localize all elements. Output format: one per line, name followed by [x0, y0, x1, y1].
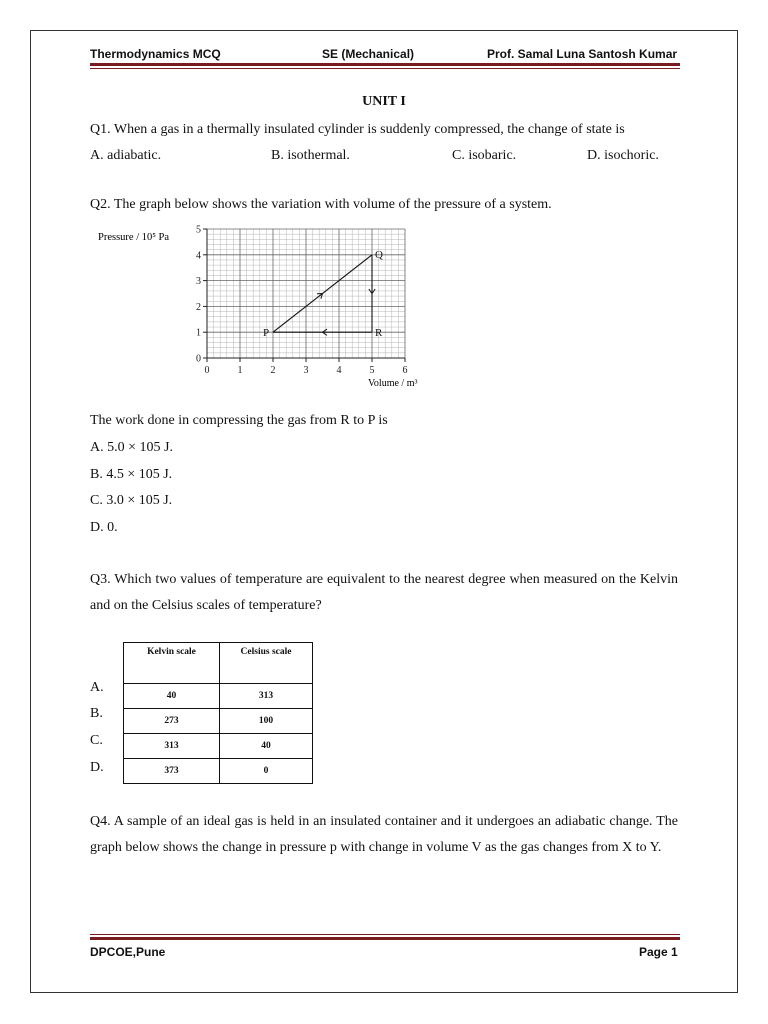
q3-option-a-letter: A.	[90, 680, 104, 695]
q1-option-a: A. adiabatic.	[90, 148, 162, 163]
y-tick-label: 0	[196, 353, 201, 365]
table-cell-celsius: 40	[220, 734, 313, 759]
table-row	[124, 709, 313, 734]
q2-option-a: A. 5.0 × 105 J.	[90, 440, 173, 455]
table-header-kelvin: Kelvin scale	[124, 643, 220, 684]
table-cell-celsius: 100	[220, 709, 313, 734]
q3-option-c-letter: C.	[90, 733, 103, 748]
y-tick-label: 1	[196, 327, 201, 339]
q2-option-b: B. 4.5 × 105 J.	[90, 467, 173, 482]
q3-option-b-letter: B.	[90, 706, 103, 721]
q1-option-d: D. isochoric.	[587, 148, 659, 163]
temperature-table	[123, 642, 313, 784]
footer-rule-thick	[90, 937, 680, 940]
graph-xlabel: Volume / m³	[368, 378, 418, 389]
table-header-row	[124, 643, 313, 684]
q1-option-b: B. isothermal.	[271, 148, 350, 163]
footer-institution: DPCOE,Pune	[90, 945, 166, 959]
y-tick-label: 5	[196, 224, 201, 236]
footer-rule-thin	[90, 934, 680, 935]
x-tick-label: 2	[270, 365, 276, 376]
x-tick-label: 0	[204, 365, 210, 376]
y-tick-label: 4	[196, 250, 201, 262]
x-tick-label: 1	[237, 365, 243, 376]
header-author: Prof. Samal Luna Santosh Kumar	[487, 47, 678, 61]
q3-text: Q3. Which two values of temperature are equivalent to the nearest degree when measured on the Kelvin and on the Celsius scales of temperature?	[90, 572, 678, 613]
pv-graph	[90, 220, 450, 395]
point-label-p: P	[263, 327, 270, 340]
header-rule-thick	[90, 63, 680, 66]
table-cell-celsius: 0	[220, 759, 313, 784]
y-tick-label: 3	[196, 276, 201, 288]
header-course: SE (Mechanical)	[322, 47, 415, 61]
header-subject: Thermodynamics MCQ	[90, 47, 221, 61]
x-tick-label: 3	[303, 365, 309, 376]
q2-option-c: C. 3.0 × 105 J.	[90, 493, 173, 508]
point-label-r: R	[375, 327, 383, 340]
x-tick-label: 4	[336, 365, 342, 376]
table-cell-kelvin: 373	[124, 759, 220, 784]
y-tick-label: 2	[196, 301, 201, 313]
q2-option-d: D. 0.	[90, 520, 118, 535]
q3-option-d-letter: D.	[90, 760, 104, 775]
graph-tick-labels	[196, 225, 408, 377]
q4-text: Q4. A sample of an ideal gas is held in an insulated container and it undergoes an adiabatic change. The graph below shows the change in pressure p with change in volume V as the gas changes from X to Y.	[90, 814, 678, 855]
footer-page-number: Page 1	[639, 945, 678, 959]
point-label-q: Q	[375, 248, 383, 261]
table-header-celsius: Celsius scale	[220, 643, 313, 684]
unit-title: UNIT I	[362, 94, 406, 109]
table-cell-kelvin: 40	[124, 684, 220, 709]
table-cell-celsius: 313	[220, 684, 313, 709]
table-row	[124, 684, 313, 709]
q1-option-c: C. isobaric.	[452, 148, 517, 163]
table-cell-kelvin: 313	[124, 734, 220, 759]
table-row	[124, 759, 313, 784]
header-rule-thin	[90, 68, 680, 69]
graph-ylabel: Pressure / 10⁵ Pa	[98, 232, 170, 243]
q2-text: Q2. The graph below shows the variation with volume of the pressure of a system.	[90, 197, 552, 212]
table-row	[124, 734, 313, 759]
table-cell-kelvin: 273	[124, 709, 220, 734]
x-tick-label: 6	[402, 365, 408, 376]
q1-text: Q1. When a gas in a thermally insulated cylinder is suddenly compressed, the change of state is	[90, 122, 625, 137]
graph-cycle	[263, 249, 383, 339]
q2-question: The work done in compressing the gas from R to P is	[90, 413, 388, 428]
x-tick-label: 5	[369, 365, 375, 376]
